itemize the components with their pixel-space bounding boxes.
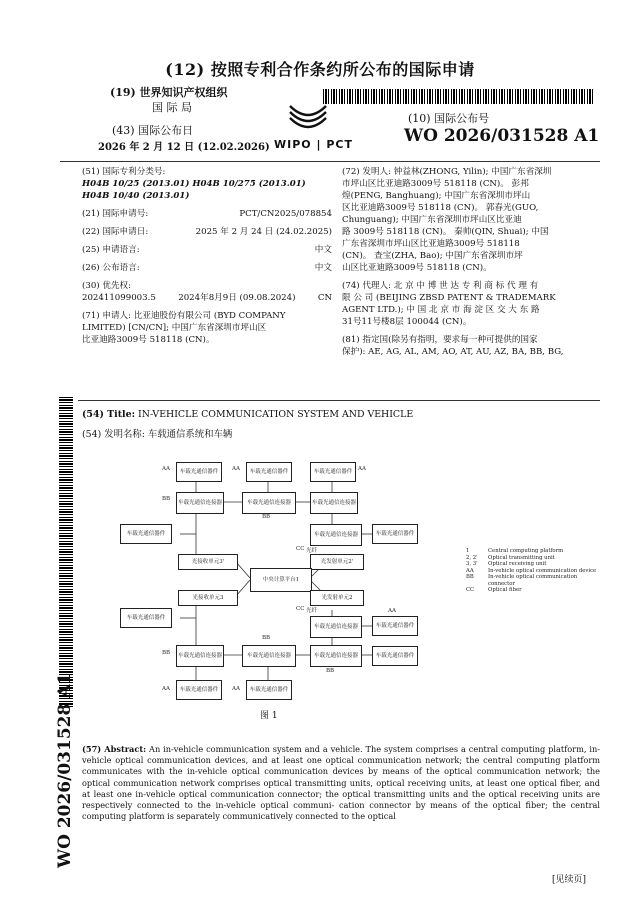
legend-row [466, 574, 600, 587]
applicant-line: LIMITED) [CN/CN]; 中国广东省深圳市坪山区 [82, 323, 267, 333]
legend-key: 2, 2' [466, 554, 478, 561]
title-divider [78, 400, 600, 401]
device-box: 车载光通信器件 [120, 608, 172, 628]
app-no-label: (21) 国际申请号: [82, 209, 149, 219]
device-box: 车载光通信器件 [120, 524, 172, 544]
filing-lang: 中文 [314, 245, 332, 255]
abstract-block [82, 744, 600, 822]
central-platform-box: 中央计算平台1 [250, 568, 312, 592]
pub-lang-label: (26) 公布语言: [82, 263, 140, 273]
ipc-label: (51) 国际专利分类号: [82, 167, 166, 177]
label-aa: AA [162, 686, 170, 692]
title-zh: (54) 发明名称: 车载通信系统和车辆 [82, 429, 233, 440]
label-aa: AA [162, 466, 170, 472]
inventor-line: 煌(PENG, Banghuang); 中国广东省深圳市坪山 [342, 191, 531, 201]
inventor-line: 路 3009号 518118 (CN)。 秦帅(QIN, Shuai); 中国 [342, 227, 549, 237]
legend-key: 1 [466, 548, 470, 554]
inventor-line: Chunguang); 中国广东省深圳市坪山区比亚迪 [342, 215, 522, 225]
inventor-line: 广东省深圳市坪山区比亚迪路3009号 518118 [342, 239, 520, 249]
side-pub-number: WO 2026/031528 A1 [55, 672, 75, 868]
label-cc: CC [296, 606, 305, 612]
app-date: 2025 年 2 月 24 日 (24.02.2025) [195, 227, 332, 237]
connector-box: 车载光通信连接器 [310, 524, 362, 546]
priority-no: 202411099003.5 [82, 293, 156, 303]
bibliographic-right [342, 166, 600, 358]
inventor-line: 山区比亚迪路3009号 518118 (CN)。 [342, 263, 492, 273]
app-no: PCT/CN2025/078854 [239, 209, 332, 219]
barcode-icon [323, 89, 593, 104]
org-bureau: 国 际 局 [152, 101, 192, 114]
org-name: (19) 世界知识产权组织 [110, 86, 228, 99]
tx-unit-box: 光发射单元2 [310, 590, 364, 606]
figure-legend [466, 548, 600, 594]
agent-line: AGENT LTD.); 中 国 北 京 市 海 淀 区 交 大 东 路 [342, 305, 540, 315]
title-en: IN-VEHICLE COMMUNICATION SYSTEM AND VEHICLE [138, 409, 414, 420]
legend-key: CC [466, 587, 475, 593]
legend-text: Central computing platform [488, 548, 564, 554]
legend-text: In-vehicle optical communication device [488, 567, 597, 574]
label-fiber: 光纤 [306, 608, 318, 614]
legend-text: In-vehicle optical communication connector [488, 574, 578, 587]
label-bb: BB [262, 514, 271, 520]
figure-1 [126, 450, 460, 708]
agent-line: 31号11号楼8层 100044 (CN)。 [342, 317, 472, 327]
inventor-line: 市坪山区比亚迪路3009号 518118 (CN)。 彭邦 [342, 179, 529, 189]
states-line: (81) 指定国(除另有指明，要求每一种可提供的国家 [342, 335, 538, 345]
label-cc: CC [296, 546, 305, 552]
legend-text: Optical receiving unit [488, 561, 547, 567]
agent-line: 限 公 司 (BEIJING ZBSD PATENT & TRADEMARK [342, 293, 556, 303]
label-aa: AA [232, 686, 240, 692]
pub-no-label: (10) 国际公布号 [408, 112, 490, 125]
connector-box: 车载光通信连接器 [176, 492, 224, 514]
connector-box: 车载光通信连接器 [310, 492, 358, 514]
legend-row [466, 587, 600, 594]
ipc-line: H04B 10/25 (2013.01) H04B 10/275 (2013.01) [82, 179, 306, 189]
app-date-label: (22) 国际申请日: [82, 227, 149, 237]
connector-box: 车载光通信连接器 [310, 616, 362, 638]
barcode-vertical-icon [59, 397, 73, 707]
legend-key: BB [466, 574, 474, 580]
device-box: 车载光通信器件 [310, 462, 356, 482]
wipo-logo-icon [284, 100, 332, 136]
header-divider [60, 161, 600, 162]
label-aa: AA [388, 608, 396, 614]
agent-block [342, 280, 600, 328]
priority-country: CN [317, 293, 332, 303]
inventors-block [342, 166, 600, 274]
filing-lang-label: (25) 申请语言: [82, 245, 140, 255]
pub-lang: 中文 [314, 263, 332, 273]
legend-text: Optical fiber [488, 587, 522, 593]
label-aa: AA [232, 466, 240, 472]
connector-box: 车载光通信连接器 [310, 645, 362, 667]
label-bb: BB [162, 496, 171, 502]
pub-date: 2026 年 2 月 12 日 (12.02.2026) [98, 142, 270, 153]
device-box: 车载光通信器件 [246, 680, 292, 700]
document-type-title: (12) 按照专利合作条约所公布的国际申请 [165, 60, 475, 79]
pub-number: WO 2026/031528 A1 [404, 126, 600, 146]
continued-marker: [见续页] [552, 875, 587, 885]
device-box: 车载光通信器件 [372, 616, 418, 636]
title-en-label: (54) Title: [82, 409, 136, 420]
label-fiber: 光纤 [306, 548, 318, 554]
device-box: 车载光通信器件 [176, 680, 222, 700]
figure-caption: 图 1 [260, 711, 278, 721]
bibliographic-left [82, 166, 332, 346]
abstract-label: (57) Abstract: [82, 744, 147, 754]
rx-unit-box: 光接收单元3 [178, 590, 238, 606]
inventor-line: 区比亚迪路3009号 518118 (CN)。 郭春光(GUO, [342, 203, 539, 213]
pub-date-label: (43) 国际公布日 [112, 124, 194, 137]
legend-key: 3, 3' [466, 561, 478, 567]
label-bb: BB [262, 635, 271, 641]
legend-key: AA [466, 567, 474, 574]
applicant-line: 比亚迪路3009号 518118 (CN)。 [82, 335, 215, 345]
label-bb: BB [326, 668, 335, 674]
rx-unit-box: 光接收单元3' [178, 554, 238, 570]
connector-box: 车载光通信连接器 [242, 645, 296, 667]
designated-states-block [342, 334, 600, 358]
label-aa: AA [358, 466, 366, 472]
wipo-pct-logo-text: WIPO | PCT [274, 138, 353, 151]
priority-date: 2024年8月9日 (09.08.2024) [178, 293, 296, 303]
priority-label: (30) 优先权: [82, 281, 132, 291]
legend-text: Optical transmitting unit [488, 554, 555, 561]
connector-box: 车载光通信连接器 [242, 492, 296, 514]
device-box: 车载光通信器件 [176, 462, 222, 482]
tx-unit-box: 光发射单元2' [310, 554, 364, 570]
agent-line: (74) 代理人: 北 京 中 博 世 达 专 利 商 标 代 理 有 [342, 281, 539, 291]
device-box: 车载光通信器件 [372, 646, 418, 666]
applicant-line: (71) 申请人: 比亚迪股份有限公司 (BYD COMPANY [82, 311, 286, 321]
ipc-line: H04B 10/40 (2013.01) [82, 191, 190, 201]
states-line: 保护): AE, AG, AL, AM, AO, AT, AU, AZ, BA, BB, BG, [342, 347, 564, 357]
connector-box: 车载光通信连接器 [176, 645, 224, 667]
label-bb: BB [162, 650, 171, 656]
inventor-line: (72) 发明人: 钟益林(ZHONG, Yilin); 中国广东省深圳 [342, 167, 552, 177]
abstract-text: An in-vehicle communication system and a vehicle. The system comprises a central computing platform, in-vehicle optical communication devices, and at least one optical communication network; the central computing platform communicates with the in-vehicle optical communication devices by means of the optical communication network; the optical communication network comprises optical transmitting units, optical receiving units, at least one optical fiber, and at least one in-vehicle optical communication connector; the optical transmitting units and the optical receiving units are respectively connected to the in-vehicle optical communi- cation connector by means of the optical fiber; the central computing platform is separately communicatively connected to the optical [82, 744, 600, 822]
title-en-row [82, 408, 413, 421]
device-box: 车载光通信器件 [372, 524, 418, 544]
device-box: 车载光通信器件 [246, 462, 292, 482]
inventor-line: (CN)。 查宝(ZHA, Bao); 中国广东省深圳市坪 [342, 251, 523, 261]
